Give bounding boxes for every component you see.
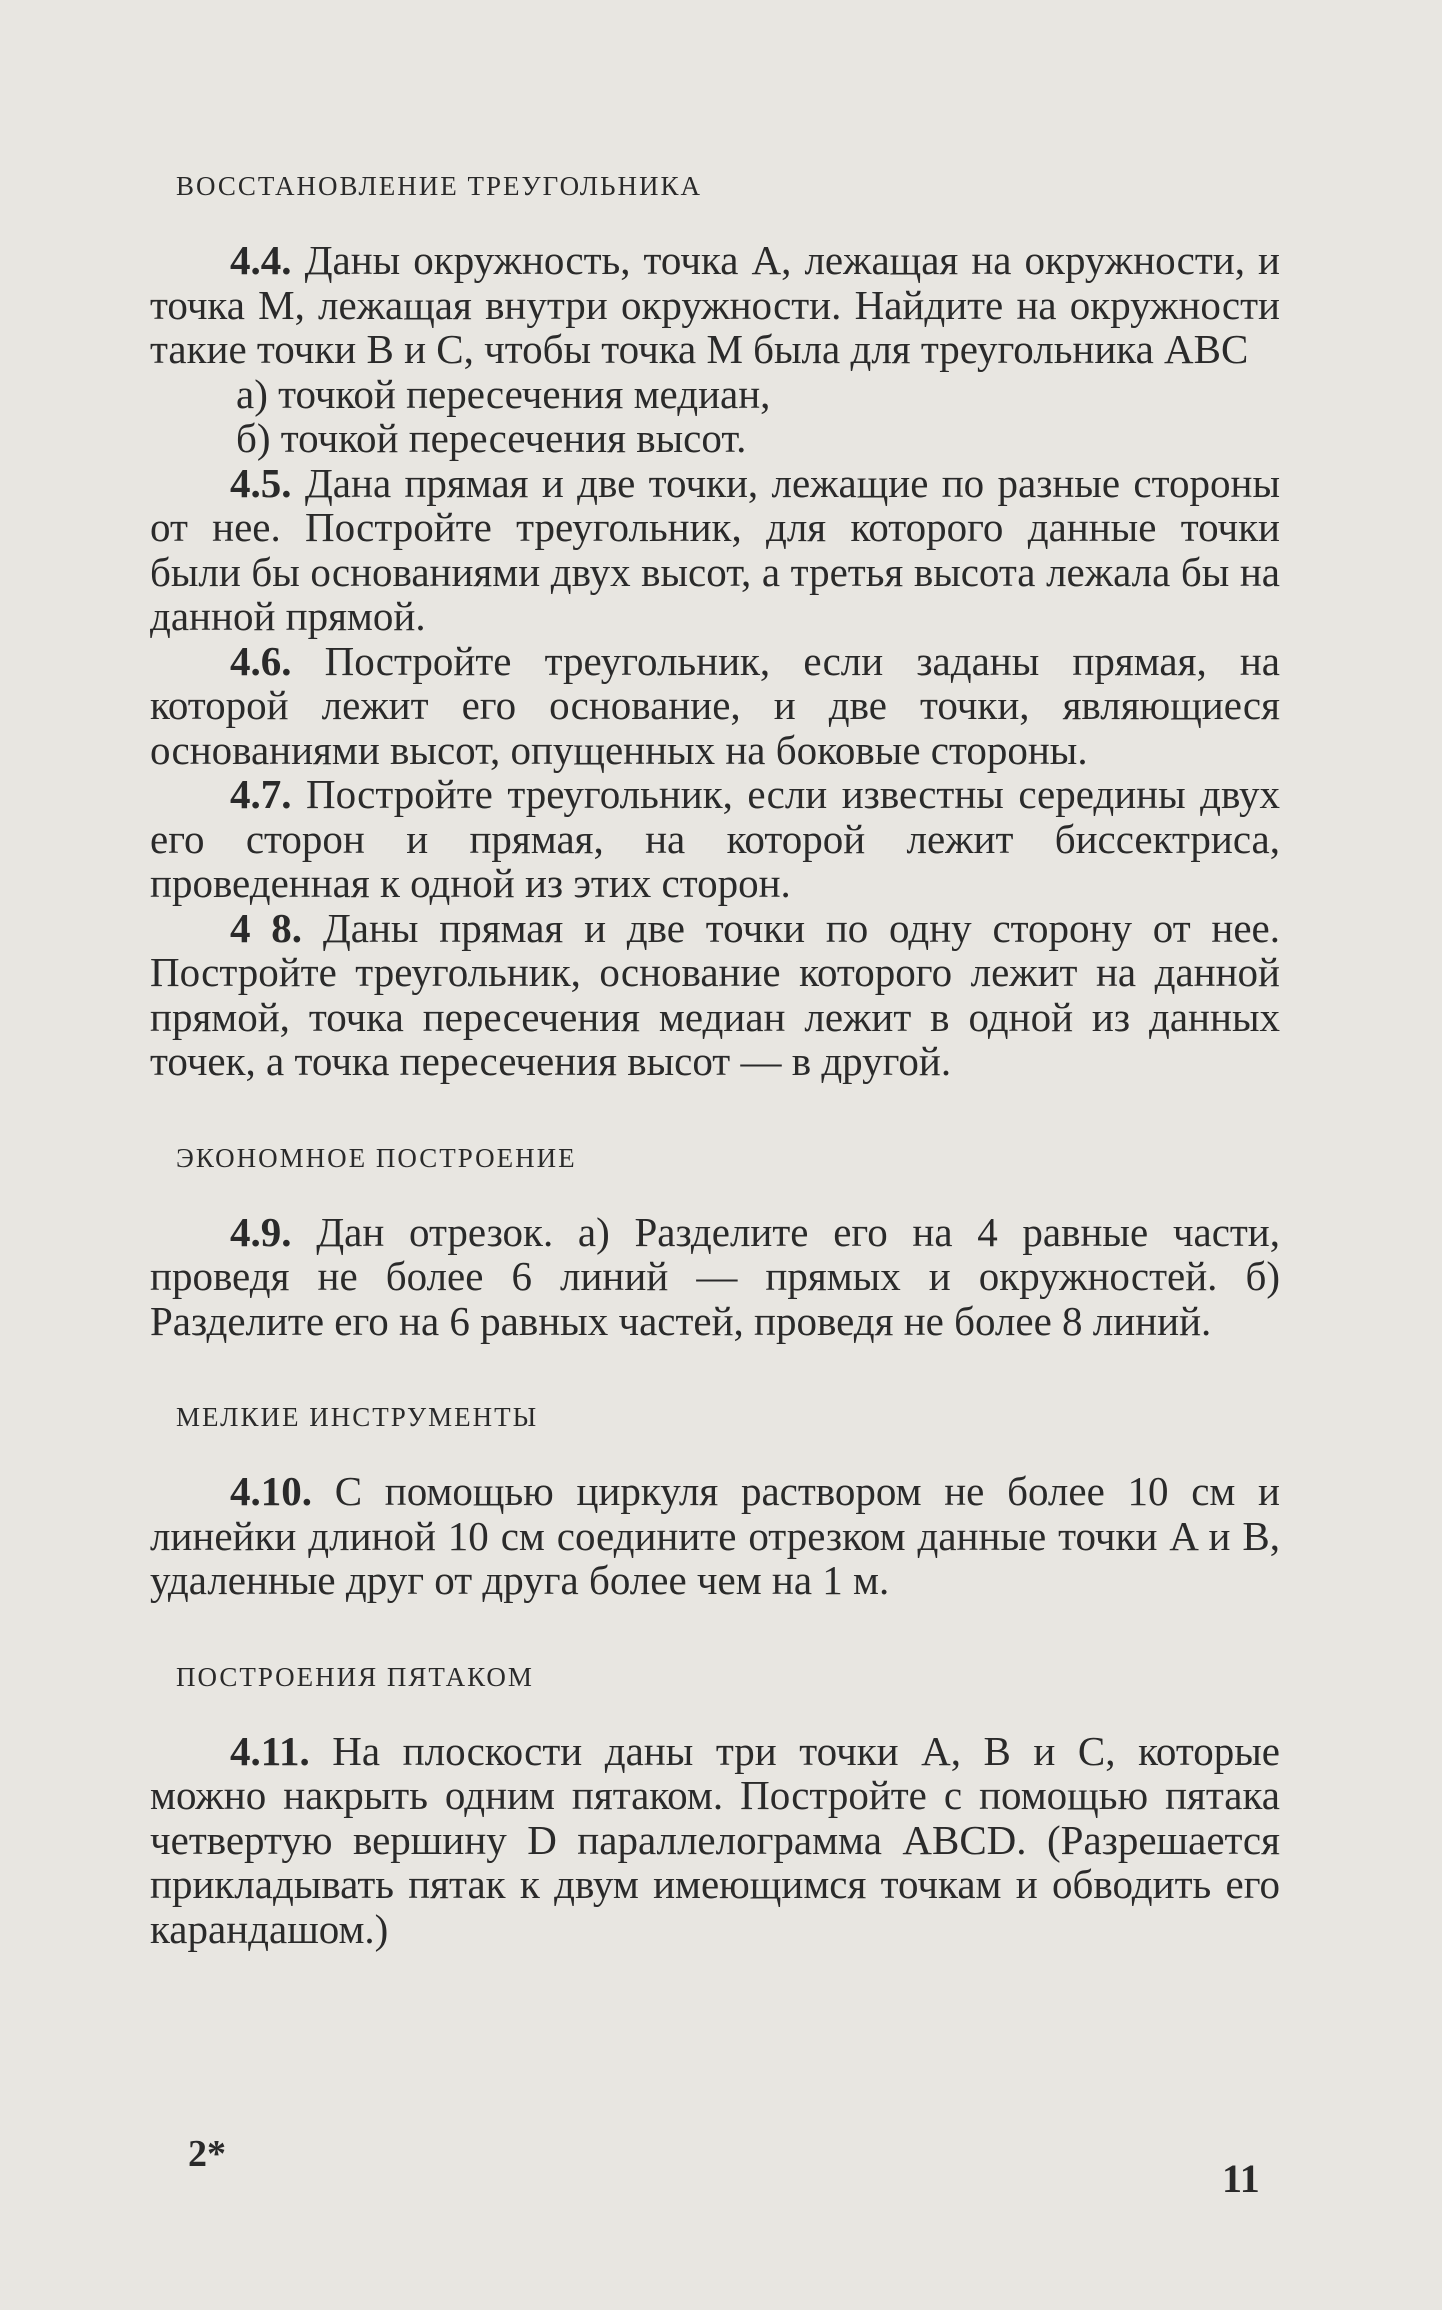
page-content [150,170,1280,1951]
problem-number: 4.11. [230,1727,310,1774]
problem-text: Постройте треугольник, если известны середины двух его сторон и прямая, на которой лежит биссектриса, проведенная к одной из этих сторон. [150,771,1280,906]
section-heading: ПОСТРОЕНИЯ ПЯТАКОМ [176,1661,534,1692]
signature-mark: 2* [188,2133,226,2175]
subitem-b: б) точкой пересечения высот. [236,415,747,461]
problem-text: На плоскости даны три точки A, B и C, которые можно накрыть одним пятаком. Постройте с помощью пятака четвертую вершину D параллелограмма ABCD. (Разрешается прикладывать пятак к двум имеющимся точкам и обводить его карандашом.) [150,1727,1280,1952]
problem-text: Даны прямая и две точки по одну сторону от нее. Постройте треугольник, основание которого лежит на данной прямой, точка пересечения медиан лежит в одной из данных точек, а точка пересечения высот — в другой. [150,904,1281,1084]
problem-number: 4.9. [230,1208,292,1255]
section-heading: ЭКОНОМНОЕ ПОСТРОЕНИЕ [176,1142,577,1173]
problem-number: 4 8. [230,904,303,951]
problem-text: С помощью циркуля раствором не более 10 см и линейки длиной 10 см соедините отрезком данные точки A и B, удаленные друг от друга более чем на 1 м. [150,1468,1280,1603]
problem-number: 4.4. [230,237,292,283]
section-heading: МЕЛКИЕ ИНСТРУМЕНТЫ [176,1402,539,1432]
problem-4-5 [150,461,1280,639]
problem-4-9 [150,1210,1280,1344]
problem-text: Дана прямая и две точки, лежащие по разные стороны от нее. Постройте треугольник, для которого данные точки были бы основаниями двух высот, а третья высота лежала бы на данной прямой. [150,459,1280,639]
problem-4-4 [150,238,1280,372]
problem-4-8 [150,906,1280,1084]
page-number: 11 [1222,2156,1260,2201]
problem-4-6 [150,639,1280,773]
problem-text: Дан отрезок. а) Разделите его на 4 равные части, проведя не более 6 линий — прямых и окружностей. б) Разделите его на 6 равных частей, проведя не более 8 линий. [150,1208,1280,1344]
problem-number: 4.10. [230,1468,312,1514]
problem-text: Даны окружность, точка A, лежащая на окружности, и точка M, лежащая внутри окружности. Найдите на окружности такие точки B и C, чтобы точка M была для треугольника ABC [150,237,1280,372]
problem-text: Постройте треугольник, если заданы прямая, на которой лежит его основание, и две точки, являющиеся основаниями высот, опущенных на боковые стороны. [150,637,1280,773]
section-heading: ВОССТАНОВЛЕНИЕ ТРЕУГОЛЬНИКА [176,171,703,201]
problem-number: 4.5. [230,459,292,506]
problem-4-10 [150,1469,1280,1603]
problem-4-7 [150,772,1280,906]
subitem-a: а) точкой пересечения медиан, [236,370,771,417]
problem-4-11 [150,1729,1280,1952]
problem-number: 4.7. [230,771,292,817]
problem-number: 4.6. [230,637,292,684]
